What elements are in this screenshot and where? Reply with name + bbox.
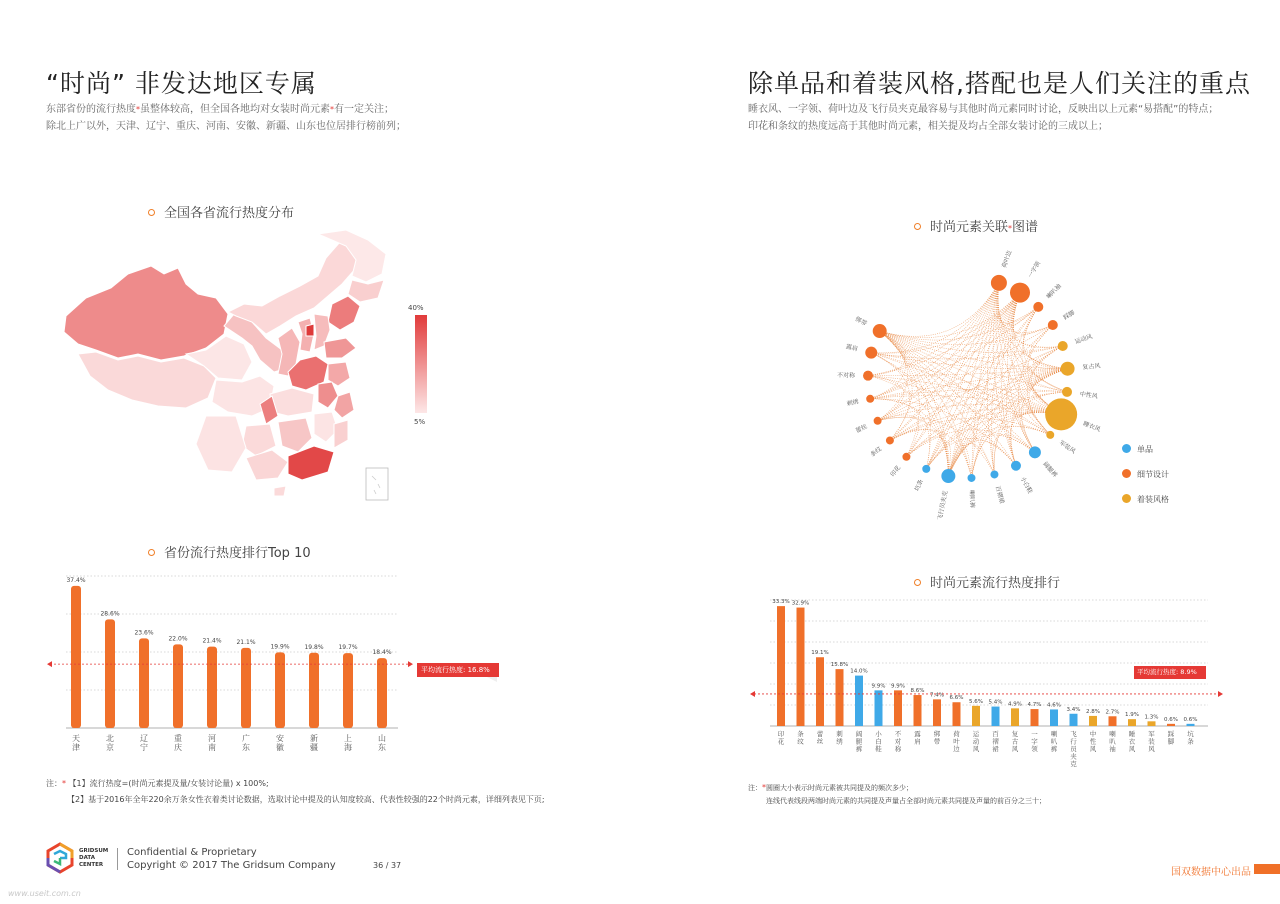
network-link [870, 396, 1061, 415]
arrow-left-icon [47, 661, 52, 667]
category-label: 飞行员夹克 [1070, 730, 1077, 768]
bar-value-label: 14.0% [850, 668, 868, 675]
bar-value-label: 4.7% [1027, 702, 1042, 709]
element-bar-title-text: 时尚元素流行热度排行 [930, 576, 1061, 591]
node-label: 蕾丝 [854, 423, 869, 435]
right-subtitle-1: 睡衣风、一字领、荷叶边及飞行员夹克最容易与其他时尚元素同时讨论，反映出以上元素“易搭配”的特点； [748, 104, 1219, 115]
node-label: 印花 [889, 464, 903, 479]
node-label: 喇叭袖 [1045, 282, 1063, 301]
bar-value-label: 5.6% [969, 698, 983, 705]
logo-line: GRIDSUM [79, 848, 109, 854]
category-label: 喇叭裤 [1050, 730, 1058, 753]
right-page-title: 除单品和着装风格,搭配也是人们关注的重点 [748, 69, 1251, 98]
bar-value-label: 3.4% [1066, 706, 1081, 713]
bar-露肩 [914, 695, 922, 726]
legend-label: 着装风格 [1137, 495, 1169, 504]
note-1-text: 【1】流行热度=(时尚元素提及量/女装讨论量) x 100%; [68, 779, 269, 788]
map-title-text: 全国各省流行热度分布 [164, 206, 295, 221]
network-link [948, 283, 999, 476]
arrow-right-icon [1218, 691, 1223, 697]
node-印花 [902, 453, 910, 461]
category-label: 广东 [242, 734, 250, 752]
map-section-title [148, 202, 294, 221]
node-label: 中性风 [1079, 390, 1099, 401]
bar-喇叭袖 [1109, 716, 1117, 726]
bar-喇叭裤 [1050, 709, 1058, 726]
node-label: 复古风 [1082, 362, 1101, 372]
avg-tag-fold [487, 677, 497, 682]
left-note-1 [46, 776, 269, 791]
legend-dot-icon [1122, 444, 1131, 453]
brand-credit: 国双数据中心出品 [1171, 867, 1251, 878]
node-中性风 [1062, 387, 1072, 397]
footnote-marker: * [1008, 224, 1013, 233]
region-hunan [278, 418, 312, 452]
category-label: 重庆 [174, 734, 182, 752]
category-label: 一字领 [1031, 730, 1038, 753]
bar-value-label: 5.4% [988, 699, 1003, 706]
network-link [868, 376, 948, 479]
bar-军装风 [1148, 721, 1156, 726]
legend-dot-icon [1122, 469, 1131, 478]
bar-坑条 [1187, 724, 1195, 726]
node-label: 条纹 [869, 445, 884, 459]
region-beijing [306, 324, 314, 336]
bar-辽宁 [139, 638, 149, 728]
node-喇叭袖 [1033, 302, 1043, 312]
south-sea-inset [366, 468, 388, 500]
category-label: 中性风 [1089, 730, 1097, 753]
category-label: 百褶裙 [992, 730, 999, 753]
node-一字领 [1010, 283, 1030, 303]
node-刺绣 [866, 395, 874, 403]
region-anhui [318, 382, 338, 408]
bar-value-label: 19.8% [304, 643, 324, 651]
left-note-2: 【2】基于2016年全年220余万条女性衣着类讨论数据，选取讨论中提及的认知度较高、代表性较强的22个时尚元素，详细列表见下页; [67, 795, 545, 804]
node-label: 军装风 [1057, 439, 1077, 456]
element-average-tag: 平均流行热度: 8.9% [1134, 666, 1206, 679]
note-prefix: 注： [46, 779, 62, 788]
bar-value-label: 2.7% [1105, 709, 1120, 716]
node-label: 运动风 [1074, 333, 1094, 346]
network-title-text: 时尚元素关联 [930, 220, 1009, 235]
arrow-left-icon [750, 691, 755, 697]
bar-value-label: 21.4% [202, 637, 222, 645]
category-label: 绑带 [933, 730, 941, 746]
node-睡衣风 [1045, 398, 1077, 430]
watermark: www.useit.com.cn [8, 889, 81, 898]
bar-蕾丝 [816, 657, 824, 726]
legend-label: 单品 [1137, 445, 1153, 454]
bar-印花 [777, 606, 785, 726]
element-bar-section-title [914, 572, 1060, 591]
gridsum-logo-text [79, 848, 108, 869]
footnote-marker: * [62, 779, 66, 788]
bar-value-label: 32.9% [791, 600, 810, 607]
node-label: 阔腿裤 [1041, 460, 1059, 479]
logo-line: CENTER [79, 862, 104, 868]
bar-value-label: 0.6% [1183, 716, 1198, 723]
bar-value-label: 19.7% [338, 644, 358, 652]
map-legend-min: 5% [414, 418, 426, 426]
network-legend [1122, 444, 1169, 519]
bar-value-label: 4.9% [1008, 701, 1022, 708]
legend-label: 细节设计 [1137, 470, 1169, 479]
bar-value-label: 9.9% [871, 683, 886, 690]
network-section-title [914, 216, 1038, 235]
category-label: 蕾丝 [816, 730, 824, 746]
network-link [880, 293, 1020, 338]
bar-value-label: 33.3% [772, 599, 790, 606]
china-heat-map [56, 226, 396, 506]
map-legend-gradient [415, 315, 427, 413]
node-飞行员夹克 [941, 469, 955, 483]
node-绑带 [873, 324, 887, 338]
category-label: 阔腿裤 [855, 730, 863, 753]
footer-copyright: Copyright © 2017 The Gridsum Company [127, 860, 336, 871]
node-踩脚 [1048, 320, 1058, 330]
node-label: 露肩 [845, 343, 859, 354]
bar-value-label: 19.1% [811, 650, 829, 657]
bar-value-label: 28.6% [100, 610, 120, 618]
category-label: 睡衣风 [1128, 730, 1136, 753]
category-label: 辽宁 [140, 734, 148, 752]
bar-刺绣 [836, 669, 844, 726]
bar-北京 [105, 619, 115, 728]
category-label: 小白鞋 [875, 730, 882, 753]
node-label: 睡衣风 [1082, 420, 1102, 434]
category-label: 荷叶边 [953, 730, 960, 753]
logo-line: DATA [79, 855, 95, 861]
fashion-element-network [828, 248, 1108, 528]
node-条纹 [886, 436, 894, 444]
category-label: 刺绣 [836, 730, 843, 746]
network-title-text-2: 图谱 [1012, 220, 1039, 235]
category-label: 新疆 [310, 734, 318, 752]
brand-bar [1254, 864, 1280, 874]
node-label: 百褶裙 [993, 485, 1006, 505]
network-link [890, 418, 1050, 440]
node-label: 坑条 [913, 478, 925, 493]
bar-value-label: 6.6% [949, 695, 964, 702]
page-number: 36 / 37 [373, 861, 402, 870]
footnote-marker: * [136, 105, 140, 114]
network-link [868, 283, 999, 376]
category-label: 印花 [777, 730, 785, 746]
category-label: 露肩 [914, 730, 921, 746]
bar-value-label: 23.6% [134, 629, 154, 637]
node-label: 不对称 [836, 371, 856, 380]
bar-value-label: 1.9% [1125, 712, 1139, 719]
right-subtitle-2: 印花和条纹的热度远高于其他时尚元素，相关提及均占全部女装讨论的三成以上； [748, 121, 1108, 132]
node-label: 刺绣 [846, 398, 860, 408]
category-label: 上海 [344, 734, 352, 752]
node-阔腿裤 [1029, 446, 1041, 458]
province-bar-title-text: 省份流行热度排行Top 10 [164, 546, 311, 561]
bar-value-label: 1.3% [1144, 714, 1159, 721]
bar-运动风 [972, 706, 980, 726]
footer-divider [117, 848, 118, 870]
legend-item-single [1122, 444, 1169, 469]
category-label: 运动风 [972, 730, 980, 753]
category-label: 安徽 [276, 734, 284, 752]
network-link [880, 283, 999, 336]
bar-重庆 [173, 644, 183, 728]
category-label: 河南 [208, 734, 216, 752]
node-label: 一字领 [1026, 260, 1043, 280]
bar-阔腿裤 [855, 676, 863, 726]
left-subtitle-1b: 虽整体较高，但全国各地均对女装时尚元素 [140, 104, 330, 115]
network-link [880, 331, 972, 478]
category-label: 坑条 [1187, 730, 1194, 746]
bar-value-label: 0.6% [1164, 716, 1178, 723]
bar-value-label: 21.1% [236, 638, 256, 646]
footnote-marker: * [330, 105, 334, 114]
bar-value-label: 15.8% [830, 662, 849, 669]
network-link [878, 283, 999, 421]
footnote-marker: * [762, 783, 766, 792]
bullet-circle-icon [148, 549, 155, 556]
network-link [906, 293, 1020, 457]
network-link [926, 438, 1016, 469]
note-1-text: 圆圈大小表示时尚元素被共同提及的频次多少； [766, 784, 913, 792]
region-liaoning [328, 296, 360, 330]
bar-value-label: 8.6% [910, 688, 925, 695]
network-link [880, 331, 949, 479]
footer-confidential: Confidential & Proprietary [127, 847, 257, 858]
region-jilin [348, 280, 384, 302]
bar-value-label: 2.8% [1086, 708, 1100, 715]
node-军装风 [1046, 431, 1054, 439]
bullet-circle-icon [148, 209, 155, 216]
bar-中性风 [1089, 716, 1097, 726]
node-百褶裙 [990, 470, 998, 478]
node-label: 小白鞋 [1018, 475, 1034, 495]
node-蕾丝 [874, 417, 882, 425]
arrow-right-icon [408, 661, 413, 667]
node-label: 喇叭裤 [967, 489, 976, 509]
category-label: 军装风 [1148, 730, 1155, 753]
bar-value-label: 9.9% [891, 683, 905, 690]
node-小白鞋 [1011, 461, 1021, 471]
node-坑条 [922, 465, 930, 473]
category-label: 条纹 [797, 730, 804, 746]
bar-一字领 [1031, 709, 1039, 726]
bar-value-label: 4.6% [1047, 702, 1061, 709]
category-label: 喇叭袖 [1109, 730, 1116, 753]
bullet-circle-icon [914, 579, 921, 586]
category-label: 山东 [378, 734, 386, 752]
region-guangxi [246, 450, 288, 480]
bullet-circle-icon [914, 223, 921, 230]
left-subtitle-1a: 东部省份的流行热度 [46, 104, 136, 115]
category-label: 天津 [72, 734, 80, 752]
node-复古风 [1061, 362, 1075, 376]
node-露肩 [865, 347, 877, 359]
network-link [926, 293, 1020, 469]
bar-value-label: 19.9% [270, 643, 290, 651]
region-yunnan [196, 416, 246, 472]
node-运动风 [1058, 341, 1068, 351]
region-fujian [334, 420, 348, 448]
left-subtitle-1c: 有一定关注； [334, 104, 394, 115]
node-label: 荷叶边 [1000, 249, 1014, 269]
bar-睡衣风 [1128, 719, 1136, 726]
category-label: 不对称 [894, 730, 902, 753]
network-link [871, 353, 971, 478]
network-link [870, 389, 1067, 399]
node-荷叶边 [991, 275, 1007, 291]
bar-复古风 [1011, 708, 1019, 726]
region-shandong [324, 338, 356, 358]
bar-百褶裙 [992, 707, 1000, 726]
legend-item-detail [1122, 469, 1169, 494]
bar-小白鞋 [875, 690, 883, 726]
bar-value-label: 22.0% [168, 635, 188, 643]
element-bar-chart [748, 590, 1228, 770]
bar-条纹 [797, 608, 805, 726]
gridsum-logo-icon [44, 842, 76, 874]
network-link [880, 331, 995, 474]
bar-value-label: 18.4% [372, 649, 392, 657]
bar-荷叶边 [953, 702, 961, 726]
left-page-title: “时尚” 非发达地区专属 [46, 69, 317, 98]
map-legend-max: 40% [408, 304, 424, 312]
province-bar-chart [46, 566, 416, 762]
node-label: 绑带 [853, 315, 868, 328]
bar-绑带 [933, 699, 941, 726]
right-note-2: 连线代表线段两端时尚元素的共同提及声量占全部时尚元素共同提及声量的前百分之三十； [766, 797, 1046, 805]
region-xinjiang [64, 266, 228, 360]
region-hainan [274, 486, 286, 496]
node-不对称 [863, 371, 873, 381]
left-subtitle-2: 除北上广以外，天津、辽宁、重庆、河南、安徽、新疆、山东也位居排行榜前列； [46, 121, 406, 132]
bar-天津 [71, 586, 81, 728]
bar-山东 [377, 658, 387, 728]
bar-安徽 [275, 652, 285, 728]
network-link [1023, 307, 1067, 369]
bar-value-label: 7.4% [930, 692, 944, 699]
legend-dot-icon [1122, 494, 1131, 503]
node-label: 踩脚 [1062, 309, 1077, 322]
category-label: 复古风 [1011, 730, 1019, 753]
bar-value-label: 37.4% [66, 576, 86, 584]
bar-不对称 [894, 690, 902, 726]
network-link [868, 369, 1068, 376]
bar-河南 [207, 647, 217, 728]
category-label: 北京 [106, 734, 114, 752]
category-label: 踩脚 [1167, 730, 1175, 746]
province-average-tag: 平均流行热度: 16.8% [417, 663, 499, 677]
bar-飞行员夹克 [1070, 714, 1078, 726]
node-喇叭裤 [967, 474, 975, 482]
province-bar-section-title [148, 542, 311, 561]
bar-踩脚 [1167, 724, 1175, 726]
legend-item-style [1122, 494, 1169, 519]
left-subtitle-1 [46, 101, 394, 118]
network-link [870, 399, 948, 479]
south-sea-islands [372, 476, 380, 494]
node-label: 飞行员夹克 [936, 490, 950, 521]
bar-广东 [241, 648, 251, 728]
note-prefix: 注： [748, 784, 762, 792]
